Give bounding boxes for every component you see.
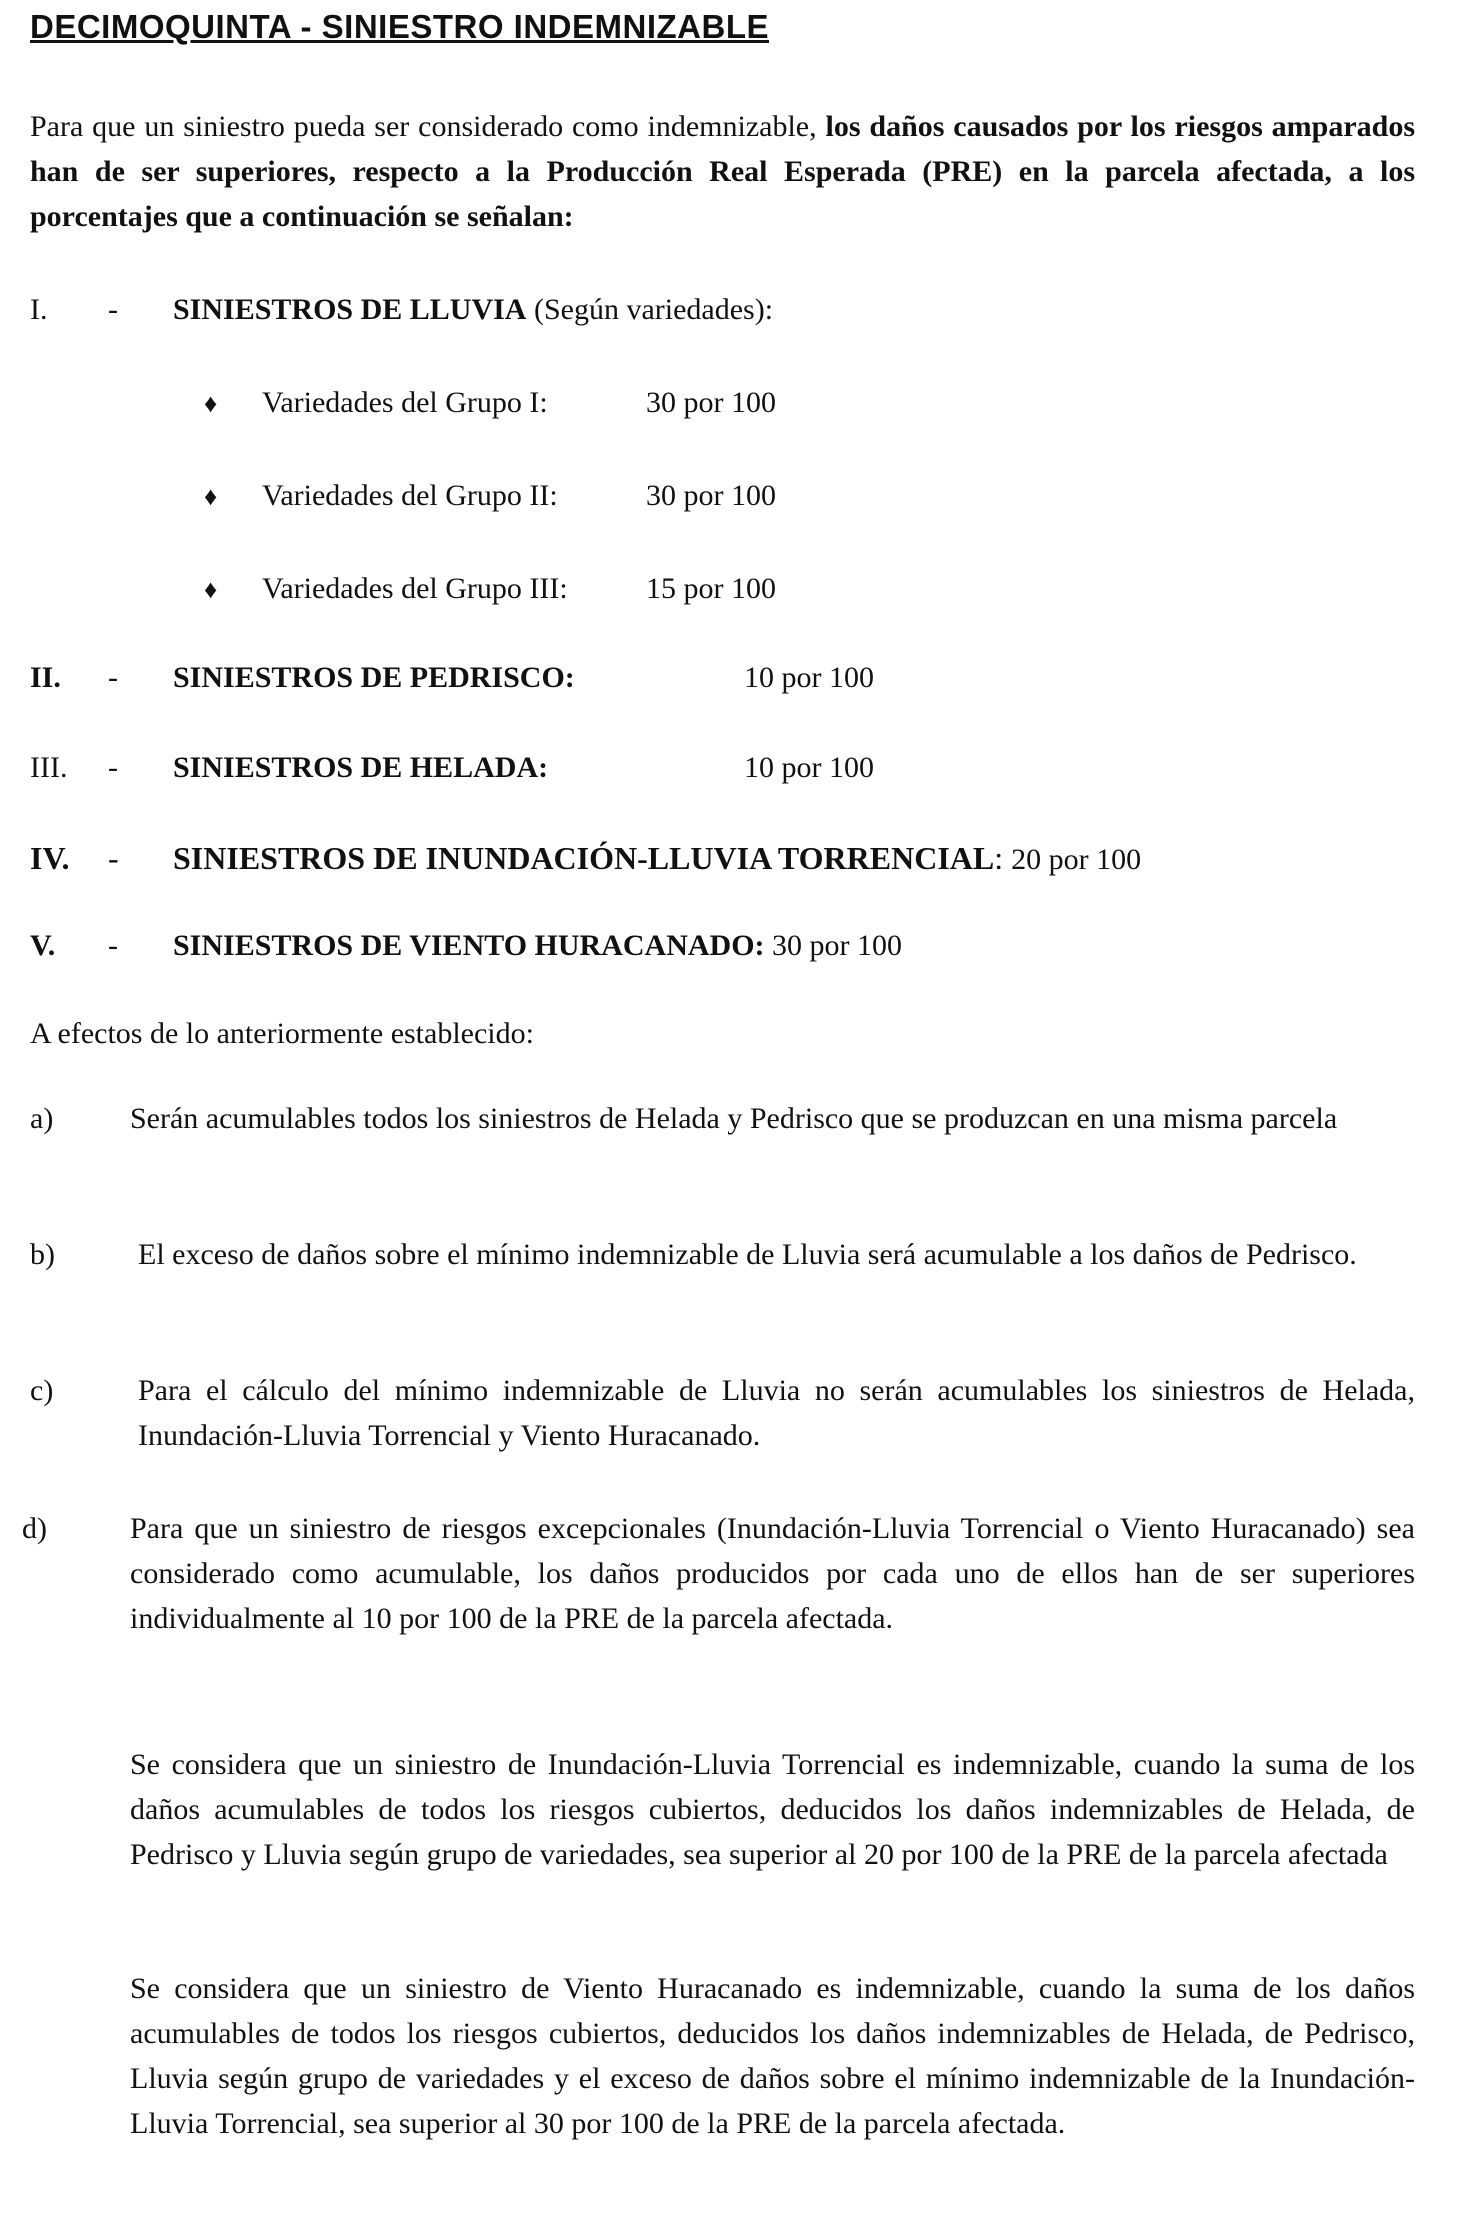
category-roman: IV.	[30, 840, 70, 876]
item-text: Para el cálculo del mínimo indemnizable de Lluvia no serán acumulables los siniestros de Helada, Inundación-Lluvia Torrencial y Viento Huracanado.	[138, 1374, 1415, 1452]
category-dash: -	[108, 661, 118, 694]
item-letter: b)	[30, 1238, 55, 1271]
d-paragraph-inundacion: Se considera que un siniestro de Inundación-Lluvia Torrencial es indemnizable, cuando la suma de los daños acumulables de todos los riesgos cubiertos, deducidos los daños indemnizables de Helada, de Pedrisco y Lluvia según grupo de variedades, sea superior al 20 por 100 de la PRE de la parcela afectada	[130, 1748, 1415, 1871]
category-value: 20 por 100	[1011, 843, 1142, 876]
diamond-bullet-icon: ♦	[204, 575, 218, 604]
category-value: 30 por 100	[772, 929, 903, 962]
variety-group-2	[204, 476, 776, 517]
category-label: SINIESTROS DE HELADA:	[173, 751, 549, 784]
item-text: Para que un siniestro de riesgos excepcionales (Inundación-Lluvia Torrencial o Viento Huracanado) sea considerado como acumulable, los daños producidos por cada uno de ellos han de ser superiores individualmente al 10 por 100 de la PRE de la parcela afectada.	[130, 1512, 1415, 1635]
section-heading: DECIMOQUINTA - SINIESTRO INDEMNIZABLE	[30, 8, 769, 45]
intro-bold-text: los daños causados por los riesgos amparados han de ser superiores, respecto a la Producción Real Esperada (PRE) en la parcela afectada, a los porcentajes que a continuación se señalan:	[30, 110, 1415, 233]
category-label: SINIESTROS DE LLUVIA	[173, 293, 527, 326]
category-roman: V.	[30, 929, 56, 962]
category-label: SINIESTROS DE INUNDACIÓN-LLUVIA TORRENCIAL	[173, 840, 995, 876]
category-dash: -	[108, 293, 118, 326]
diamond-bullet-icon: ♦	[204, 389, 218, 418]
variety-value: 15 por 100	[646, 572, 776, 605]
d-paragraph-viento: Se considera que un siniestro de Viento Huracanado es indemnizable, cuando la suma de los daños acumulables de todos los riesgos cubiertos, deducidos los daños indemnizables de Helada, de Pedrisco, Lluvia según grupo de variedades y el exceso de daños sobre el mínimo indemnizable de la Inundación-Lluvia Torrencial, sea superior al 30 por 100 de la PRE de la parcela afectada.	[130, 1972, 1415, 2140]
category-dash: -	[108, 840, 119, 876]
category-value: 10 por 100	[744, 751, 874, 784]
category-dash: -	[108, 751, 118, 784]
item-text: El exceso de daños sobre el mínimo indemnizable de Lluvia será acumulable a los daños de Pedrisco.	[138, 1238, 1357, 1271]
item-letter: a)	[30, 1102, 54, 1135]
intro-paragraph	[30, 104, 1415, 239]
item-letter: d)	[22, 1512, 47, 1545]
category-label: SINIESTROS DE VIENTO HURACANADO:	[173, 929, 765, 962]
category-roman: II.	[30, 661, 61, 694]
diamond-bullet-icon: ♦	[204, 482, 218, 511]
category-label-wrap	[173, 926, 902, 966]
category-value: 10 por 100	[744, 661, 874, 694]
variety-group-3	[204, 569, 776, 610]
variety-value: 30 por 100	[646, 386, 776, 419]
variety-group-1	[204, 383, 776, 424]
variety-value: 30 por 100	[646, 479, 776, 512]
category-label-wrap	[173, 838, 1141, 880]
category-colon: :	[994, 840, 1004, 876]
variety-label: Variedades del Grupo I:	[262, 386, 548, 419]
category-roman: I.	[30, 293, 48, 326]
category-suffix: (Según variedades):	[526, 293, 774, 326]
item-text: Serán acumulables todos los siniestros de Helada y Pedrisco que se produzcan en una misma parcela	[130, 1102, 1338, 1135]
category-dash: -	[108, 929, 118, 962]
category-label-wrap	[173, 290, 773, 330]
variety-label: Variedades del Grupo II:	[262, 479, 558, 512]
intro-normal-text: Para que un siniestro pueda ser considerado como indemnizable,	[30, 110, 826, 143]
category-roman: III.	[30, 751, 68, 784]
item-letter: c)	[30, 1374, 54, 1407]
efectos-intro: A efectos de lo anteriormente establecido:	[30, 1017, 534, 1050]
variety-label: Variedades del Grupo III:	[262, 572, 568, 605]
category-label: SINIESTROS DE PEDRISCO:	[173, 661, 575, 694]
